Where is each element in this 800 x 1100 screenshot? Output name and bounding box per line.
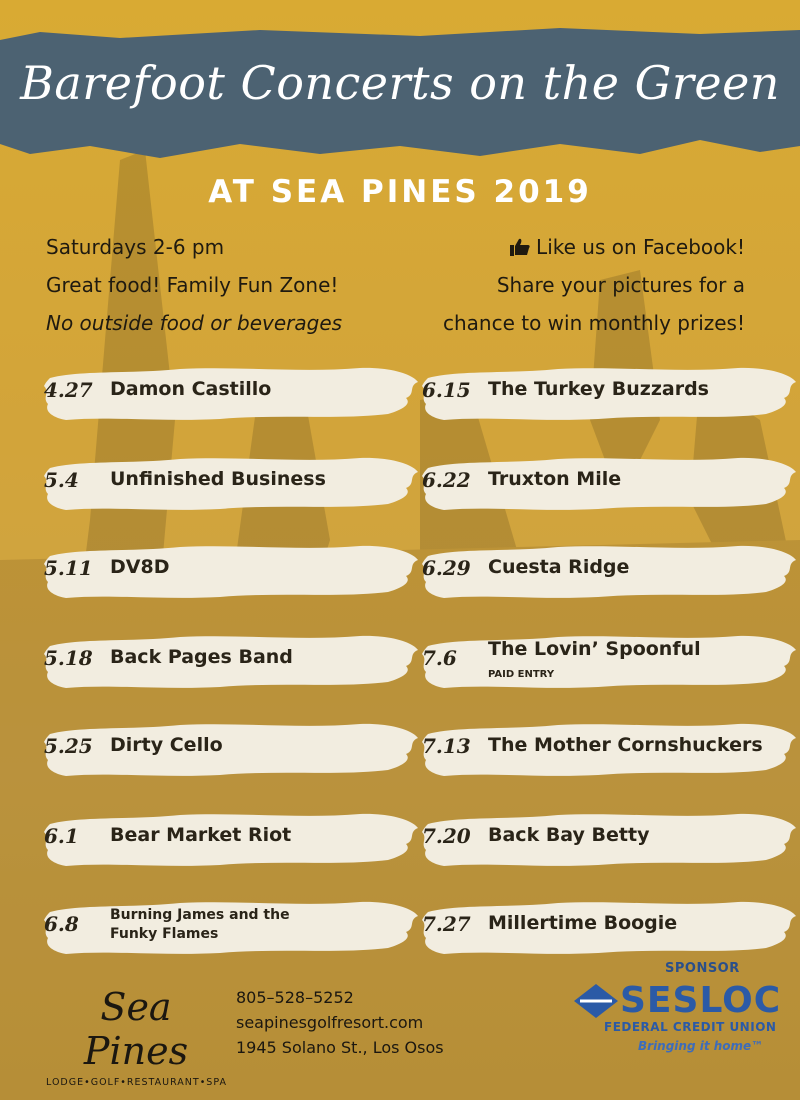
concert-entry [40, 898, 420, 956]
policy-text: No outside food or beverages [46, 311, 343, 335]
event-subtitle: AT SEA PINES 2019 [208, 174, 592, 210]
phone-number: 805–528–5252 [236, 988, 354, 1007]
concert-entry [418, 720, 798, 778]
sponsor-subtitle: FEDERAL CREDIT UNION [604, 1020, 777, 1034]
address-text: 1945 Solano St., Los Osos [236, 1038, 444, 1057]
band-name: Cuesta Ridge [488, 556, 630, 578]
concert-date: 4.27 [44, 378, 93, 402]
band-name: Bear Market Riot [110, 824, 292, 846]
sponsor-label: SPONSOR [665, 961, 740, 976]
band-name: Unfinished Business [110, 468, 326, 490]
concert-date: 5.18 [44, 646, 93, 670]
sesloc-logo-icon [574, 984, 618, 1018]
paid-entry-note: PAID ENTRY [488, 669, 555, 680]
concert-entry [40, 720, 420, 778]
concert-date: 7.27 [422, 912, 471, 936]
concert-entry [418, 898, 798, 956]
thumbs-up-icon [510, 238, 530, 256]
concert-date: 5.4 [44, 468, 79, 492]
concert-date: 5.25 [44, 734, 93, 758]
concert-date: 5.11 [44, 556, 93, 580]
band-name: Back Pages Band [110, 646, 293, 668]
social-info [443, 228, 745, 342]
concert-entry [418, 364, 798, 422]
brand-tagline: LODGE•GOLF•RESTAURANT•SPA [46, 1077, 227, 1088]
facebook-like-text: Like us on Facebook! [536, 235, 745, 259]
concert-date: 7.6 [422, 646, 457, 670]
sponsor-tagline: Bringing it home™ [638, 1039, 764, 1053]
concert-date: 6.8 [44, 912, 79, 936]
website-text: seapinesgolfresort.com [236, 1013, 424, 1032]
concert-date: 6.22 [422, 468, 471, 492]
sponsor-name: SESLOC [620, 980, 782, 1021]
band-name: DV8D [110, 556, 170, 578]
concert-entry [418, 454, 798, 512]
band-name: Back Bay Betty [488, 824, 650, 846]
schedule-text: Saturdays 2-6 pm [46, 235, 225, 259]
brand-name: Sea Pines [83, 985, 189, 1073]
band-name: Burning James and the Funky Flames [110, 907, 290, 942]
band-name: The Lovin’ Spoonful [488, 638, 701, 660]
band-name: Millertime Boogie [488, 912, 678, 934]
prizes-text: chance to win monthly prizes! [442, 311, 745, 335]
share-pictures-text: Share your pictures for a [496, 273, 745, 297]
amenities-text: Great food! Family Fun Zone! [46, 273, 339, 297]
concert-date: 6.1 [44, 824, 79, 848]
concert-entry [418, 810, 798, 868]
concert-entry [40, 454, 420, 512]
band-name: The Turkey Buzzards [488, 378, 709, 400]
concert-date: 7.13 [422, 734, 471, 758]
concert-entry [40, 364, 420, 422]
concert-date: 7.20 [422, 824, 471, 848]
concert-entry [40, 810, 420, 868]
contact-info [236, 985, 444, 1060]
concert-date: 6.29 [422, 556, 471, 580]
concert-entry [418, 542, 798, 600]
concert-entry [40, 632, 420, 690]
concert-entry [418, 632, 798, 690]
event-title: Barefoot Concerts on the Green [20, 56, 780, 110]
band-name: Truxton Mile [488, 468, 622, 490]
band-name: Damon Castillo [110, 378, 272, 400]
sea-pines-logo [46, 985, 226, 1088]
band-name: The Mother Cornshuckers [488, 734, 763, 756]
concert-entry [40, 542, 420, 600]
band-name: Dirty Cello [110, 734, 223, 756]
event-info [46, 228, 342, 342]
concert-date: 6.15 [422, 378, 471, 402]
